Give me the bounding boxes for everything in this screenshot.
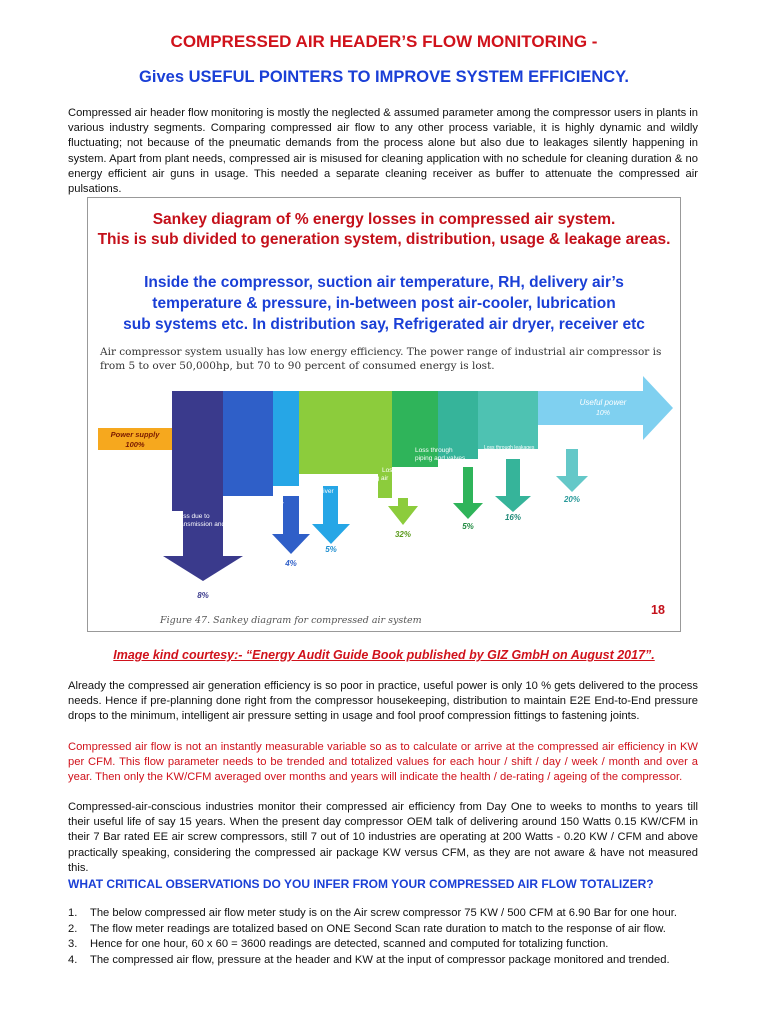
- band-navy: [172, 391, 223, 511]
- loss-value-driver: 5%: [325, 545, 337, 554]
- loss-label-driver: Loss through driver: [278, 488, 334, 495]
- question-heading: WHAT CRITICAL OBSERVATIONS DO YOU INFER FROM YOUR COMPRESSED AIR FLOW TOTALIZER?: [68, 877, 654, 891]
- list-text: The compressed air flow, pressure at the header and KW at the input of compressor package monitored and trended.: [90, 953, 670, 966]
- intro-paragraph: Compressed air header flow monitoring is mostly the neglected & assumed parameter among the compressor users in plants in various industry segments. Comparing compressed air flow to any other process variable, it is highly dynamic and wildly fluctuating; not because of the pneumatic demands from the process alone but also due to leakages silently happening in system. Apart from plant needs, compressed air is misused for cleaning application with no schedule for cleaning duration & no energy efficient air guns in usage. This needed a separate cleaning receiver as buffer to attenuate the compressed air pulsations.: [68, 107, 698, 196]
- arrow-piping-shape: [495, 459, 531, 512]
- diagram-text-line1: Air compressor system usually has low energy efficiency. The power range of industrial air compressor is: [100, 346, 662, 358]
- loss-label-transmission-2: transmission and: [176, 521, 226, 528]
- figure-heading-red: [88, 210, 680, 250]
- list-item: [68, 922, 708, 938]
- paragraph-industries: Compressed-air-conscious industries monitor their compressed air efficiency from Day One to weeks to months to years till their useful life of say 15 years. When the present day compressor OEM talk of delivering around 150 Watts 0.15 KW/CFM in their 7 Bar rated EE air screw compressors, still 7 out of 10 industries are operating at 200 Watts - 0.20 KW / CFM and above practically speaking, considering the compressed air package KW versus CFM, as they are not aware & have not measured this.: [68, 801, 698, 874]
- loss-value-storage: 5%: [462, 522, 474, 531]
- list-item: [68, 906, 708, 922]
- loss-value-compressing: 32%: [394, 530, 412, 539]
- power-supply-label: Power supply: [110, 430, 160, 439]
- loss-value-meter: 4%: [285, 559, 297, 568]
- arrow-leakage-shape: [556, 449, 588, 492]
- list-number: 4.: [68, 953, 78, 966]
- useful-power-label: Useful power: [579, 398, 627, 407]
- figure-heading-blue-line1: Inside the compressor, suction air temperature, RH, delivery air’s: [144, 274, 624, 291]
- figure-box: [87, 197, 681, 632]
- loss-label-piping-1: Loss through: [415, 447, 453, 454]
- figure-heading-red-line1: Sankey diagram of % energy losses in compressed air system.: [152, 211, 616, 228]
- arrow-storage-shape: [453, 467, 483, 519]
- list-item: [68, 953, 708, 969]
- list-text: The flow meter readings are totalized based on ONE Second Scan rate duration to match to the response of air flow.: [90, 922, 666, 935]
- figure-heading-red-line2: This is sub divided to generation system, distribution, usage & leakage areas.: [97, 231, 671, 248]
- list-text: The below compressed air flow meter study is on the Air screw compressor 75 KW / 500 CFM at 6.90 Bar for one hour.: [90, 907, 677, 919]
- list-text: Hence for one hour, 60 x 60 = 3600 readings are detected, scanned and computed for totalizing function.: [90, 938, 609, 950]
- loss-label-leakages: Loss through leakages: [484, 445, 535, 451]
- document-subtitle: Gives USEFUL POINTERS TO IMPROVE SYSTEM EFFICIENCY.: [139, 68, 629, 86]
- loss-label-transmission-1: Loss due to: [176, 513, 210, 520]
- band-sky: [273, 391, 299, 486]
- band-teal-light: [478, 391, 538, 449]
- useful-power-value: 10%: [595, 410, 611, 417]
- loss-value-leakages: 20%: [563, 495, 581, 504]
- figure-heading-blue: [88, 272, 680, 335]
- figure-heading-blue-line3: sub systems etc. In distribution say, Refrigerated air dryer, receiver etc: [123, 316, 645, 333]
- observations-list: [68, 906, 708, 968]
- list-number: 1.: [68, 907, 78, 919]
- list-number: 3.: [68, 938, 78, 950]
- figure-page-number: 18: [651, 603, 665, 617]
- list-item: [68, 937, 708, 953]
- loss-value-transmission: 8%: [197, 591, 209, 600]
- paragraph-efficiency: Already the compressed air generation efficiency is so poor in practice, useful power is only 10 % gets delivered to the process needs. Hence if pre-planning done right from the compressor housekeeping, distribution to maintain E2E End-to-End pressure drops to the minimum, intelligent air pressure setting in usage and fool proof compression fittings to fastening joints.: [68, 680, 698, 723]
- list-number: 2.: [68, 922, 78, 935]
- diagram-text-line2: from 5 to over 50,000hp, but 70 to 90 percent of consumed energy is lost.: [100, 360, 495, 372]
- image-courtesy: Image kind courtesy:- “Energy Audit Guide Book published by GIZ GmbH on August 2017”.: [113, 648, 655, 662]
- band-lime: [299, 391, 392, 474]
- figure-heading-blue-line2: temperature & pressure, in-between post air-cooler, lubrication: [152, 295, 616, 312]
- loss-label-piping-2: piping and valves: [415, 455, 466, 462]
- loss-label-compressing: Loss through compressing air: [303, 475, 389, 482]
- loss-label-meter: Loss through meter: [228, 501, 285, 508]
- paragraph-kw-per-cfm: Compressed air flow is not an instantly measurable variable so as to calculate or arrive at the compressed air efficiency in KW per CFM. This flow parameter needs to be trended and totalized values for each hour / shift / day / week / month and over a year. Then only the KW/CFM averaged over months and years will indicate the health / de-rating / ageing of the compressor.: [68, 741, 698, 784]
- loss-label-storage: Loss through storage tanks: [382, 467, 461, 474]
- band-blue: [223, 391, 273, 496]
- power-supply-value: 100%: [125, 440, 145, 449]
- useful-power-arrow: [538, 376, 673, 440]
- document-title: COMPRESSED AIR HEADER’S FLOW MONITORING -: [170, 32, 598, 51]
- loss-value-piping: 16%: [504, 513, 522, 522]
- figure-caption: Figure 47. Sankey diagram for compressed air system: [160, 615, 422, 626]
- sankey-diagram: [88, 338, 680, 631]
